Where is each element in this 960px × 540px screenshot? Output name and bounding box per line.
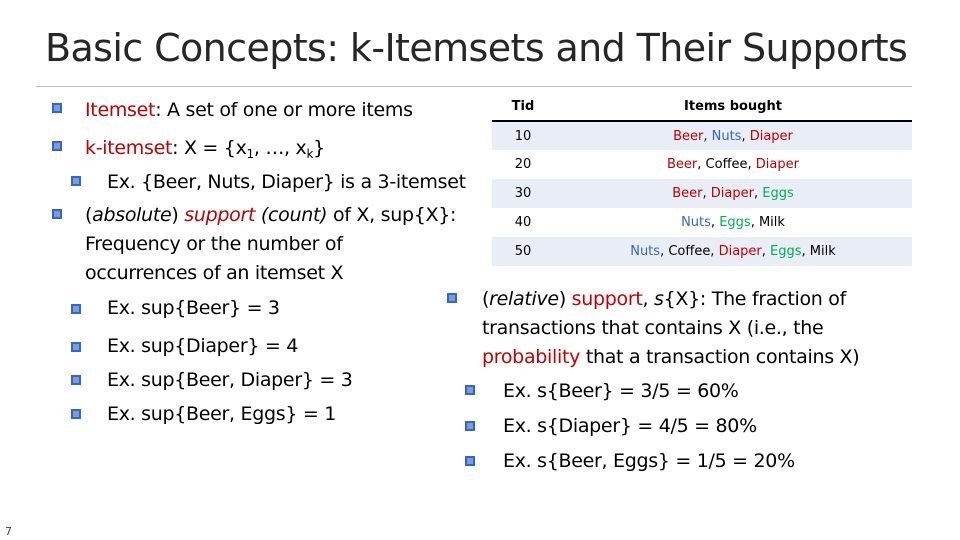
item-token: Eggs <box>719 215 751 230</box>
bullet-icon <box>464 384 476 396</box>
table-header-row <box>492 92 912 121</box>
items-cell <box>554 150 912 179</box>
item-token: Diaper <box>710 186 754 201</box>
support-term: support <box>178 204 256 226</box>
sup-example: Ex. sup{Diaper} = 4 <box>107 335 299 357</box>
item-token: Eggs <box>762 186 794 201</box>
bullet-icon <box>70 374 82 386</box>
tid-cell: 40 <box>492 208 554 237</box>
item-token: , <box>741 128 750 144</box>
item-token: Beer <box>672 186 703 201</box>
item-token: , Coffee, <box>697 157 756 172</box>
column-header-tid: Tid <box>492 92 554 121</box>
absolute-support-line3: occurrences of an itemset X <box>85 262 344 284</box>
bullet-icon <box>70 408 82 420</box>
item-token: Beer <box>667 157 698 172</box>
tid-cell: 30 <box>492 179 554 208</box>
sup-example: Ex. sup{Beer, Diaper} = 3 <box>107 369 353 391</box>
absolute-support-definition: (absolute) support (count) of X, sup{X}: <box>85 204 457 226</box>
relative-support-line3: probability that a transaction contains X) <box>482 346 860 368</box>
table-row <box>492 150 912 179</box>
column-header-items: Items bought <box>554 92 912 121</box>
items-cell <box>554 121 912 150</box>
bullet-icon <box>51 102 63 114</box>
item-token: , Milk <box>750 215 785 230</box>
tid-cell: 20 <box>492 150 554 179</box>
item-token: Nuts <box>681 215 711 230</box>
bullet-icon <box>51 140 63 152</box>
relative-support-line2: transactions that contains X (i.e., the <box>482 317 824 339</box>
item-token: Nuts <box>630 244 661 259</box>
kitemset-term: k-itemset <box>85 137 173 159</box>
item-token: Nuts <box>711 128 742 144</box>
item-token: Diaper <box>749 128 793 144</box>
transaction-table <box>492 92 912 266</box>
support-term: support <box>565 288 643 310</box>
item-token: Diaper <box>718 244 762 259</box>
absolute-support-line2: Frequency or the number of <box>85 233 343 255</box>
items-cell <box>554 179 912 208</box>
bullet-icon <box>70 341 82 353</box>
page-number: 7 <box>5 525 12 538</box>
bullet-icon <box>464 420 476 432</box>
item-token: , <box>703 128 712 144</box>
itemset-term: Itemset <box>85 99 156 121</box>
table-row <box>492 237 912 266</box>
item-token: Diaper <box>755 157 799 172</box>
bullet-icon <box>446 292 458 304</box>
item-token: Beer <box>673 128 704 144</box>
relative-support-definition: (relative) support, s{X}: The fraction of <box>482 288 846 310</box>
item-token: , <box>710 215 720 230</box>
title-divider <box>36 86 912 87</box>
table-row <box>492 121 912 150</box>
slide-title: Basic Concepts: k-Itemsets and Their Supports <box>45 26 908 70</box>
sup-example: Ex. sup{Beer} = 3 <box>107 297 280 319</box>
item-token: , <box>761 244 771 259</box>
tid-cell: 10 <box>492 121 554 150</box>
tid-cell: 50 <box>492 237 554 266</box>
probability-term: probability <box>482 346 581 368</box>
kitemset-definition: k-itemset: $X = \{x_1$, …, $x_k$} <box>85 137 325 161</box>
bullet-icon <box>70 303 82 315</box>
table-row <box>492 179 912 208</box>
kitemset-example: Ex. {Beer, Nuts, Diaper} is a 3-itemset <box>107 171 466 193</box>
item-token: , Milk <box>801 244 836 259</box>
itemset-definition: Itemset: A set of one or more items <box>85 99 413 121</box>
item-token: , Coffee, <box>660 244 719 259</box>
items-cell <box>554 208 912 237</box>
rel-support-example: Ex. s{Diaper} = 4/5 = 80% <box>503 415 757 437</box>
item-token: Eggs <box>770 244 802 259</box>
rel-support-example: Ex. s{Beer, Eggs} = 1/5 = 20% <box>503 450 795 472</box>
sup-example: Ex. sup{Beer, Eggs} = 1 <box>107 403 337 425</box>
bullet-icon <box>70 175 82 187</box>
bullet-icon <box>51 208 63 220</box>
bullet-icon <box>464 455 476 467</box>
item-token: , <box>702 186 711 201</box>
table-row <box>492 208 912 237</box>
rel-support-example: Ex. s{Beer} = 3/5 = 60% <box>503 380 739 402</box>
items-cell <box>554 237 912 266</box>
item-token: , <box>753 186 763 201</box>
